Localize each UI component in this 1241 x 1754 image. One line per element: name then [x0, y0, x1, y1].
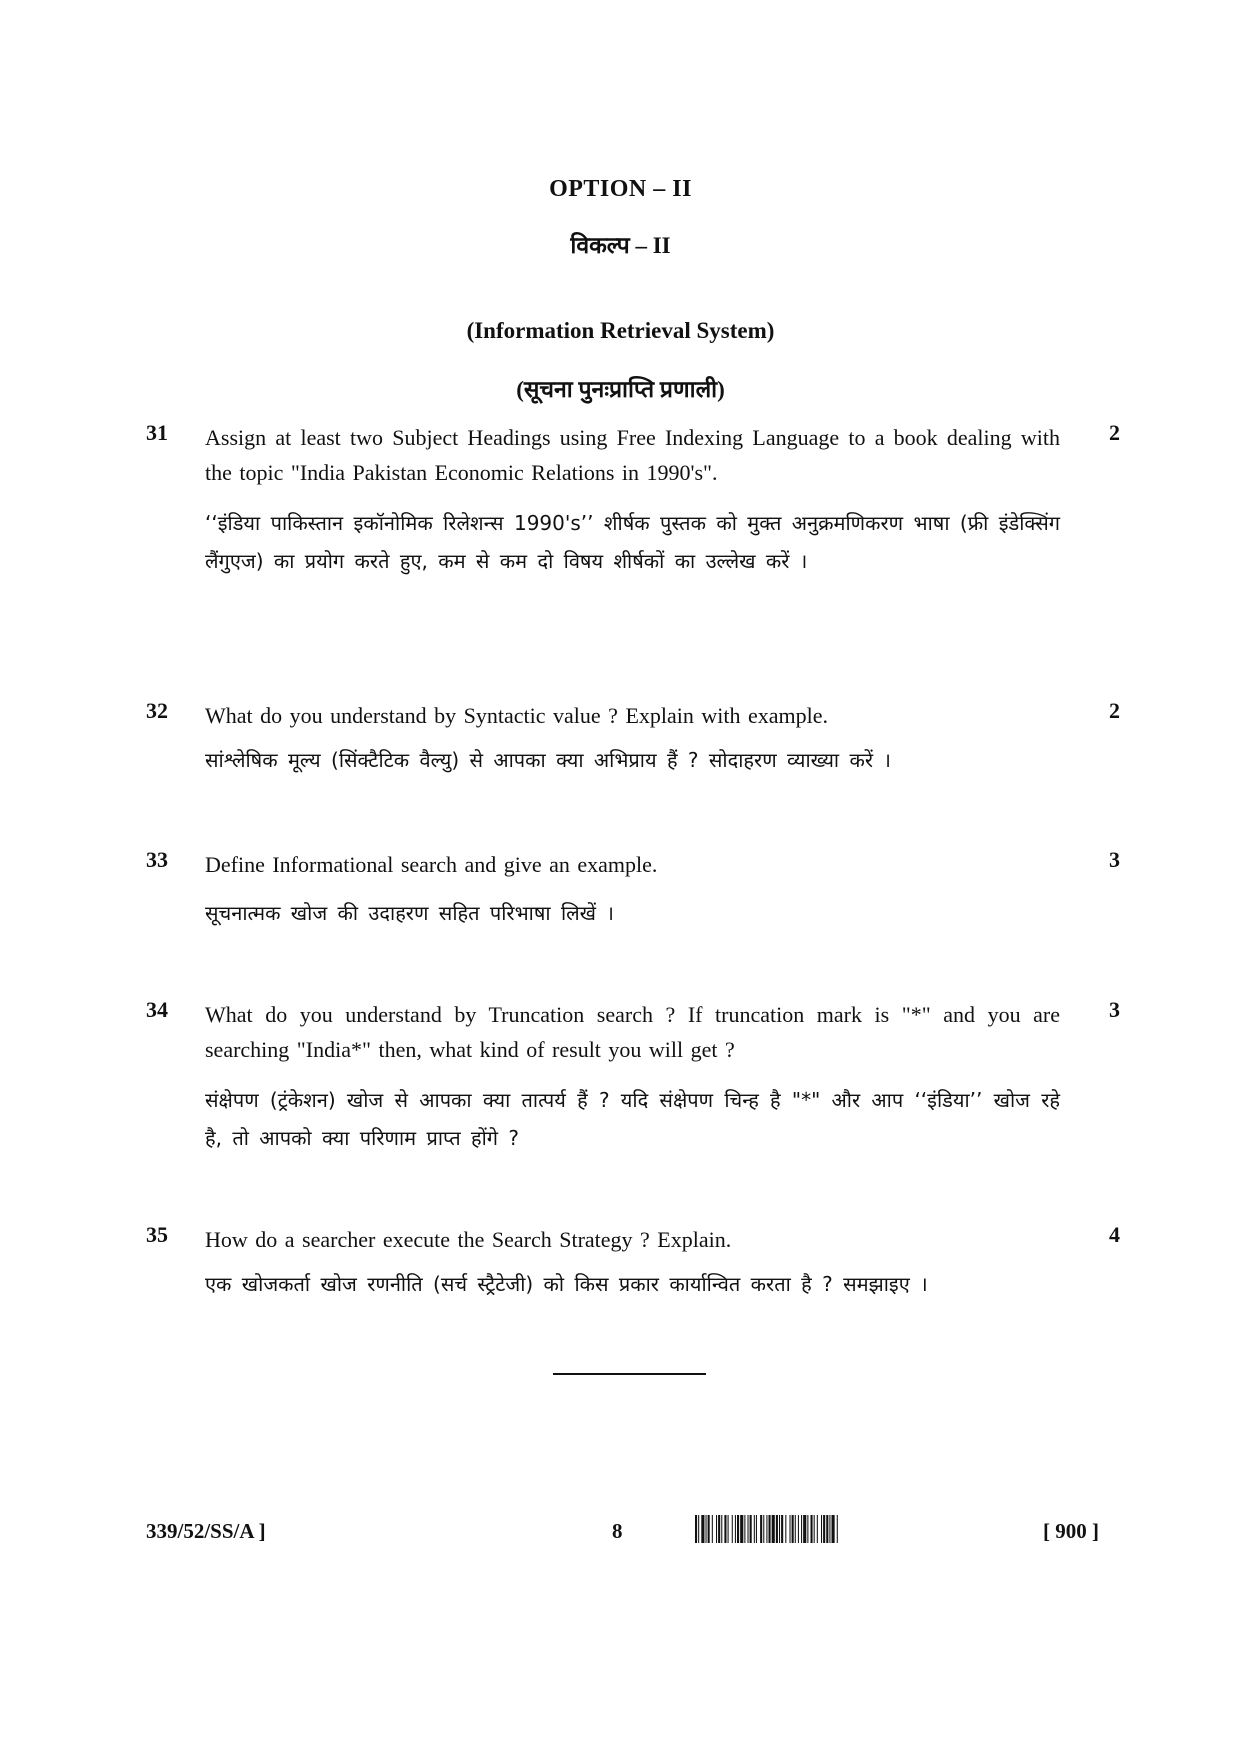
section-title: (Information Retrieval System)	[466, 318, 775, 343]
option-title: OPTION – II	[549, 176, 692, 202]
paper-code: 339/52/SS/A ]	[146, 1519, 266, 1543]
question-number: 33	[146, 847, 168, 872]
question-text-hindi: सांश्लेषिक मूल्य (सिंक्टैटिक वैल्यु) से आपका क्या अभिप्राय हैं ? सोदाहरण व्याख्या करें ।	[205, 748, 891, 772]
barcode-icon	[695, 1515, 975, 1543]
print-count: [ 900 ]	[1043, 1519, 1099, 1543]
question-number: 32	[146, 698, 168, 723]
question-body	[205, 1222, 1060, 1303]
question-text-english: Assign at least two Subject Headings using Free Indexing Language to a book dealing with the topic "India Pakistan Economic Relations in 1990's".	[205, 425, 1060, 485]
question-number: 34	[146, 997, 168, 1022]
option-title-hindi: विकल्प – II	[570, 233, 671, 258]
question-text-hindi: ‘‘इंडिया पाकिस्तान इकॉनोमिक रिलेशन्स 1990's’’ शीर्षक पुस्तक को मुक्त अनुक्रमणिकरण भाषा (फ्री इंडेक्सिंग लैंगुएज) का प्रयोग करते हुए, कम से कम दो विषय शीर्षकों का उल्लेख करें ।	[205, 511, 1060, 573]
question-marks: 4	[1109, 1222, 1120, 1247]
question-marks: 2	[1109, 698, 1120, 723]
question-body	[205, 698, 1060, 779]
question-number: 35	[146, 1222, 168, 1247]
question-text-hindi: एक खोजकर्ता खोज रणनीति (सर्च स्ट्रैटेजी) को किस प्रकार कार्यान्वित करता है ? समझाइए ।	[205, 1272, 928, 1296]
question-text-english: Define Informational search and give an example.	[205, 852, 658, 877]
question-number: 31	[146, 420, 168, 445]
question-text-english: What do you understand by Syntactic value ? Explain with example.	[205, 703, 829, 728]
question-marks: 2	[1109, 420, 1120, 445]
question-body	[205, 997, 1060, 1157]
question-marks: 3	[1109, 847, 1120, 872]
section-title-hindi: (सूचना पुनःप्राप्ति प्रणाली)	[516, 377, 725, 402]
question-body	[205, 847, 1060, 932]
question-text-english: What do you understand by Truncation search ? If truncation mark is "*" and you are searching "India*" then, what kind of result you will get ?	[205, 1002, 1060, 1062]
page-number: 8	[612, 1519, 623, 1543]
question-body	[205, 420, 1060, 580]
question-text-hindi: सूचनात्मक खोज की उदाहरण सहित परिभाषा लिखें ।	[205, 901, 614, 925]
question-marks: 3	[1109, 997, 1120, 1022]
question-text-english: How do a searcher execute the Search Strategy ? Explain.	[205, 1227, 732, 1252]
question-text-hindi: संक्षेपण (ट्रंकेशन) खोज से आपका क्या तात्पर्य हैं ? यदि संक्षेपण चिन्ह है "*" और आप ‘‘इंडिया’’ खोज रहे है, तो आपको क्या परिणाम प्राप्त होंगे ?	[205, 1088, 1060, 1150]
end-rule-divider	[553, 1373, 706, 1375]
